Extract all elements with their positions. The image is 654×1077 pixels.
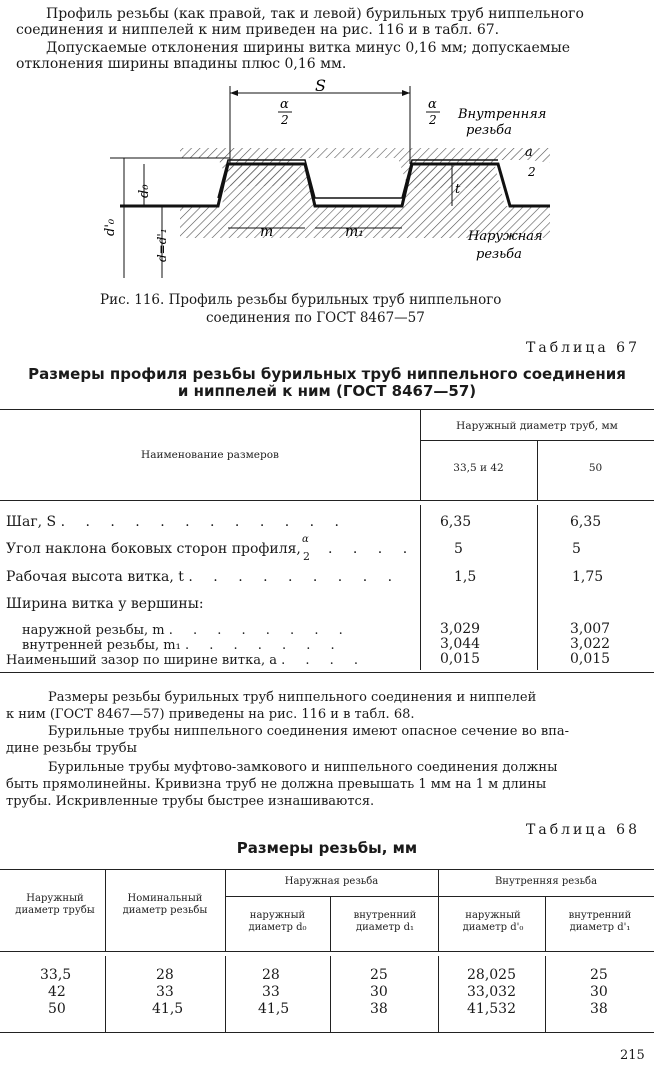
intro-line-1: Профиль резьбы (как правой, так и левой) бурильных труб ниппельного [46, 6, 584, 22]
body-para3-l1: Бурильные трубы муфтово-замкового и ниппельного соединения должны [48, 760, 558, 775]
t68-cell: 42 [48, 984, 66, 1000]
table68-body-vline-5 [545, 956, 546, 1032]
label-a: a [525, 145, 533, 160]
page-number: 215 [620, 1048, 645, 1063]
table67-label: Таблица 67 [526, 340, 640, 356]
t68-cell: 33,5 [40, 967, 72, 983]
label-t: t [455, 182, 461, 197]
svg-text:2: 2 [429, 113, 437, 127]
table67-header-name: Наименование размеров [141, 449, 279, 461]
label-alpha-right: α [428, 97, 437, 112]
table68-h-od0p: наружный диаметр d'₀ [462, 910, 524, 933]
table68-top-rule [0, 869, 654, 870]
table68-h-outer-pipe: Наружный диаметр трубы [15, 893, 95, 916]
table67-row-name: Ширина витка у вершины: [6, 596, 204, 612]
table68-h-id1p: внутренний диаметр d'₁ [568, 910, 632, 933]
svg-text:резьба: резьба [466, 123, 512, 138]
table67-row-v1: 0,015 [440, 651, 481, 667]
table68-head-rule [0, 951, 654, 952]
table67-row-v2: 0,015 [570, 651, 611, 667]
body-para3-l3: трубы. Искривленные трубы быстрее изнашиваются. [6, 794, 375, 809]
table68-sub-rule [225, 896, 654, 897]
table67-row-name: внутренней резьбы, m₁ . . . . . . . [22, 638, 343, 653]
table68-vline-3 [330, 896, 331, 951]
intro-line-3: Допускаемые отклонения ширины витка минус 0,16 мм; допускаемые [46, 40, 571, 56]
table67-title-1: Размеры профиля резьбы бурильных труб ниппельного соединения [28, 365, 626, 383]
t68-cell: 33,032 [467, 984, 516, 1000]
body-para3-l2: быть прямолинейны. Кривизна труб не должна превышать 1 мм на 1 м длины [6, 777, 547, 792]
t68-cell: 38 [370, 1001, 388, 1017]
table67-row-v1: 5 [454, 541, 463, 557]
t68-cell: 28 [262, 967, 280, 983]
intro-line-2: соединения и ниппелей к ним приведен на рис. 116 и в табл. 67. [16, 22, 500, 38]
table67-bottom-rule [0, 672, 654, 673]
table68-h-outer-thread: Наружная резьба [284, 876, 379, 887]
table68-body-vline-3 [330, 956, 331, 1032]
t68-cell: 28 [156, 967, 174, 983]
alpha-fraction-den: 2 [303, 550, 310, 563]
table68-h-nominal: Номинальный диаметр резьбы [122, 893, 208, 916]
figure-caption-2: соединения по ГОСТ 8467—57 [206, 310, 425, 326]
svg-text:2: 2 [528, 165, 536, 179]
body-para2-l1: Бурильные трубы ниппельного соединения имеют опасное сечение во впа- [48, 724, 570, 739]
t68-cell: 41,5 [258, 1001, 290, 1017]
table67-row-v2: 3,022 [570, 636, 611, 652]
table67-row-v2: 5 [572, 541, 581, 557]
alpha-fraction: α [302, 534, 309, 545]
table67-header-col1: 33,5 и 42 [453, 462, 504, 474]
table67-row-name: Шаг, S . . . . . . . . . . . . [6, 514, 347, 530]
table67-row-v1: 6,35 [440, 514, 472, 530]
intro-line-4: отклонения ширины впадины плюс 0,16 мм. [16, 56, 347, 72]
table68-h-id1: внутренний диаметр d₁ [353, 910, 417, 933]
table67-body-vline-1 [420, 505, 421, 670]
t68-cell: 41,532 [467, 1001, 516, 1017]
table68-h-od0: наружный диаметр d₀ [248, 910, 307, 933]
table67-body-vline-2 [537, 505, 538, 670]
t68-cell: 25 [590, 967, 608, 983]
t68-cell: 25 [370, 967, 388, 983]
table67-row-v2: 3,007 [570, 621, 611, 637]
t68-cell: 33 [262, 984, 280, 1000]
t68-cell: 30 [590, 984, 608, 1000]
body-para1-l2: к ним (ГОСТ 8467—57) приведены на рис. 116 и в табл. 68. [6, 707, 415, 722]
outer-thread-hatch [180, 166, 550, 238]
table68-bottom-rule [0, 1032, 654, 1033]
table67-row-v1: 1,5 [454, 569, 477, 585]
label-d0-prime: d'₀ [103, 218, 118, 236]
t68-cell: 28,025 [467, 967, 516, 983]
table68-title: Размеры резьбы, мм [236, 839, 418, 857]
label-d-d1: d=d'₁ [155, 228, 169, 262]
table68-vline-1 [105, 869, 106, 951]
table68-body-vline-2 [225, 956, 226, 1032]
table68-body-vline-4 [438, 956, 439, 1032]
t68-cell: 41,5 [152, 1001, 184, 1017]
label-s: S [315, 78, 326, 95]
table67-title-2: и ниппелей к ним (ГОСТ 8467—57) [177, 382, 477, 400]
table67-header-col2: 50 [588, 462, 603, 474]
label-m1: m₁ [345, 224, 364, 240]
table68-label: Таблица 68 [526, 822, 640, 838]
table68-body-vline-1 [105, 956, 106, 1032]
table67-row-v2: 1,75 [572, 569, 604, 585]
label-m: m [260, 224, 274, 240]
table67-header-diam: Наружный диаметр труб, мм [456, 420, 618, 432]
table67-row-name: Угол наклона боковых сторон профиля, [6, 541, 301, 557]
label-d0: d₀ [137, 184, 152, 198]
t68-cell: 33 [156, 984, 174, 1000]
body-para1-l1: Размеры резьбы бурильных труб ниппельного соединения и ниппелей [48, 690, 537, 705]
table67-row-v1: 3,044 [440, 636, 481, 652]
table68-vline-5 [545, 896, 546, 951]
label-outer-thread: Наружная [468, 229, 543, 244]
svg-text:2: 2 [281, 113, 289, 127]
label-alpha-left: α [280, 97, 289, 112]
table67-row-v2: 6,35 [570, 514, 602, 530]
svg-text:резьба: резьба [476, 247, 522, 262]
table68-h-inner-thread: Внутренняя резьба [494, 876, 598, 887]
table67-row-name: Наименьший зазор по ширине витка, a . . . . [6, 653, 367, 668]
t68-cell: 30 [370, 984, 388, 1000]
table67-top-rule [0, 409, 654, 410]
table67-row-name: наружной резьбы, m . . . . . . . . [22, 623, 351, 638]
table67-row-v1: 3,029 [440, 621, 481, 637]
figure-caption-1: Рис. 116. Профиль резьбы бурильных труб ниппельного [100, 292, 502, 308]
table67-head-rule [0, 500, 654, 501]
body-para2-l2: дине резьбы трубы [6, 741, 137, 756]
row-dots: . . . . [328, 541, 416, 557]
label-inner-thread: Внутренняя [458, 107, 547, 122]
t68-cell: 50 [48, 1001, 66, 1017]
t68-cell: 38 [590, 1001, 608, 1017]
table67-subhead-rule [420, 440, 654, 441]
thread-profile-figure [100, 78, 560, 288]
table67-row-name: Рабочая высота витка, t . . . . . . . . . [6, 569, 401, 585]
